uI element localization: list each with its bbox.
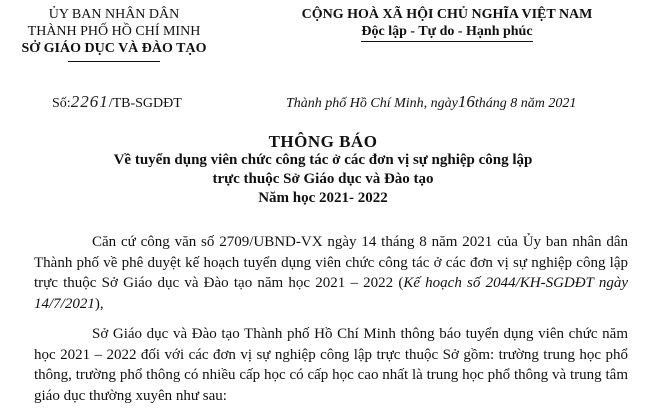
place-and-date [286,92,576,112]
agency-underline [68,61,160,62]
agency-line-1: ỦY BAN NHÂN DÂN [48,7,180,22]
agency-line-2: THÀNH PHỐ HỒ CHÍ MINH [27,24,201,39]
plan-reference: Kế hoạch số 2044/KH-SGDĐT ngày 14/7/2021 [34,275,628,312]
national-header [262,6,632,40]
document-number [52,92,182,112]
notice-body [34,232,628,416]
notice-subtitle-line-2: trực thuộc Sở Giáo dục và Đào tạo [212,171,434,187]
agency-line-3: SỞ GIÁO DỤC VÀ ĐÀO TẠO [21,41,207,56]
notice-title-block [0,132,646,208]
doc-number-suffix: /TB-SGDĐT [108,96,182,111]
place-date-after: tháng 8 năm 2021 [474,96,577,111]
issuing-agency-header [14,6,214,62]
place-date-day-handwritten: 16 [457,92,475,111]
doc-number-handwritten: 2261 [70,92,109,111]
doc-number-prefix: Số: [52,96,71,111]
notice-subtitle-line-3: Năm học 2021- 2022 [258,190,388,206]
place-date-before: Thành phố Hồ Chí Minh, ngày [286,96,458,111]
notice-subtitle-line-1: Về tuyển dụng viên chức công tác ở các đơn vị sự nghiệp công lập [113,152,533,168]
national-motto: Độc lập - Tự do - Hạnh phúc [262,23,632,40]
notice-title: THÔNG BÁO [268,132,378,151]
body-paragraph-2: Sở Giáo dục và Đào tạo Thành phố Hồ Chí Minh thông báo tuyển dụng viên chức năm học 2021 – 2022 đối với các đơn vị sự nghiệp công lập trực thuộc Sở gồm: trường trung học phổ thông, trường phổ thông có nhiều cấp học có cấp học cao nhất là trung học phổ thông và trung tâm giáo dục thường xuyên như sau: [34,326,628,404]
national-title: CỘNG HOÀ XÃ HỘI CHỦ NGHĨA VIỆT NAM [301,7,593,22]
body-paragraph-1: Căn cứ công văn số 2709/UBND-VX ngày 14 tháng 8 năm 2021 của Ủy ban nhân dân Thành phố về phê duyệt kế hoạch tuyển dụng viên chức công tác ở các đơn vị sự nghiệp công lập trực thuộc Sở Giáo dục và Đào tạo năm học 2021 – 2022 (Kế hoạch số 2044/KH-SGDĐT ngày 14/7/2021), [34,234,628,312]
